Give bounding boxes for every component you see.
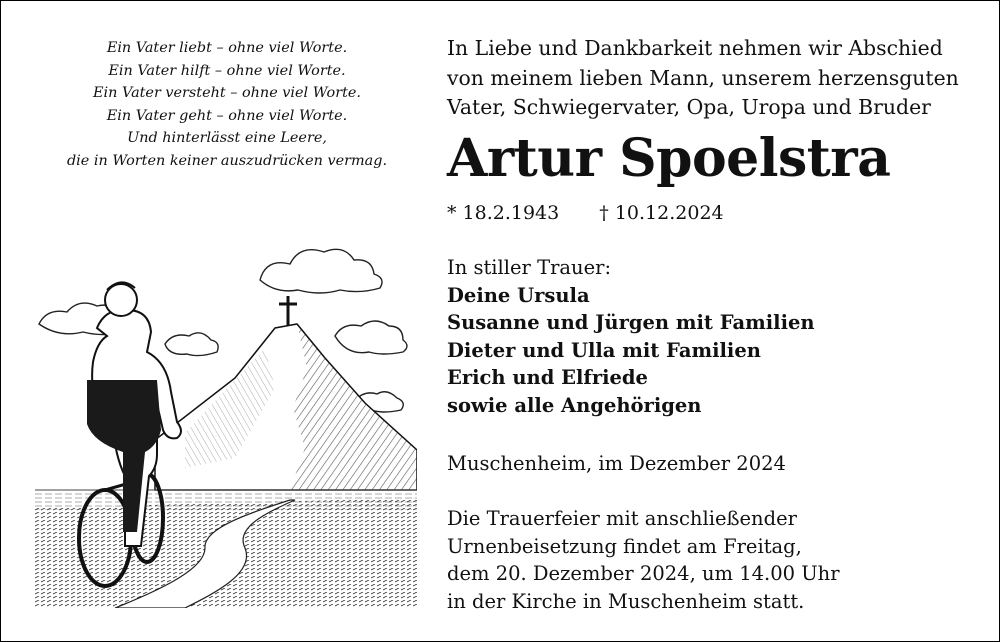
mourner-name: Deine Ursula [447, 283, 590, 307]
poem [31, 37, 423, 173]
intro-line: Vater, Schwiegervater, Opa, Uropa und Bruder [447, 95, 931, 119]
mourner-name: sowie alle Angehörigen [447, 393, 702, 417]
intro-text [447, 34, 959, 123]
cyclist-mountain-illustration [35, 228, 417, 608]
mourner-name: Dieter und Ulla mit Familien [447, 338, 761, 362]
poem-line: die in Worten keiner auszudrücken vermag. [66, 152, 388, 169]
service-line: in der Kirche in Muschenheim statt. [447, 589, 805, 613]
deceased-name: Artur Spoelstra [447, 128, 891, 189]
service-line: Die Trauerfeier mit anschließender [447, 507, 797, 530]
mourners-heading: In stiller Trauer: [447, 256, 612, 279]
birth-date: * 18.2.1943 [447, 202, 560, 224]
poem-line: Ein Vater hilft – ohne viel Worte. [108, 62, 346, 79]
mourner-name: Susanne und Jürgen mit Familien [447, 311, 815, 334]
poem-line: Ein Vater versteht – ohne viel Worte. [93, 85, 361, 102]
mourners-block [447, 254, 815, 419]
mourner-name: Erich und Elfriede [447, 366, 648, 389]
service-line: Urnenbeisetzung findet am Freitag, [447, 534, 802, 558]
poem-line: Ein Vater geht – ohne viel Worte. [106, 107, 348, 124]
funeral-service-info [447, 505, 840, 615]
death-date: † 10.12.2024 [599, 202, 724, 224]
intro-line: von meinem lieben Mann, unserem herzensguten [447, 65, 959, 90]
service-line: dem 20. Dezember 2024, um 14.00 Uhr [447, 562, 840, 585]
place-date: Muschenheim, im Dezember 2024 [447, 452, 786, 475]
intro-line: In Liebe und Dankbarkeit nehmen wir Abschied [447, 36, 943, 60]
poem-line: Und hinterlässt eine Leere, [127, 130, 327, 147]
life-dates [447, 199, 724, 227]
poem-line: Ein Vater liebt – ohne viel Worte. [106, 40, 348, 56]
